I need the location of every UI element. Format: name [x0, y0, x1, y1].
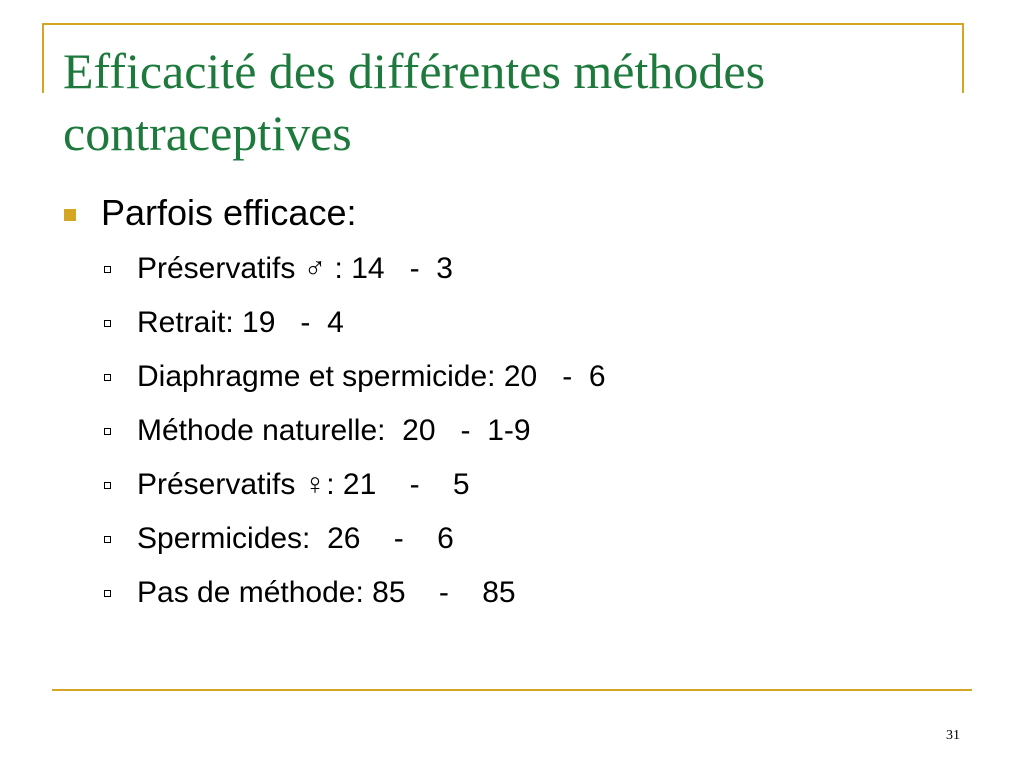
square-bullet-icon [64, 209, 76, 221]
list-item-text: Préservatifs ♂ : 14 - 3 [137, 252, 453, 285]
slide-content [0, 190, 1024, 620]
hollow-square-bullet-icon [104, 320, 111, 327]
slide-title: Efficacité des différentes méthodes contraceptives [63, 43, 766, 161]
list-item [0, 242, 1024, 296]
frame-top-rule [42, 23, 964, 25]
list-item [0, 404, 1024, 458]
list-item-text: Retrait: 19 - 4 [137, 306, 344, 339]
list-item [0, 458, 1024, 512]
hollow-square-bullet-icon [104, 428, 111, 435]
list-item-text: Spermicides: 26 - 6 [137, 522, 454, 555]
list-item-text: Méthode naturelle: 20 - 1-9 [137, 414, 531, 447]
list-item [0, 566, 1024, 620]
hollow-square-bullet-icon [104, 266, 111, 273]
list-item [0, 512, 1024, 566]
list-item [0, 296, 1024, 350]
page-number: 31 [946, 728, 960, 743]
list-item-text: Préservatifs ♀: 21 - 5 [137, 468, 470, 501]
list-item-text: Pas de méthode: 85 - 85 [137, 576, 516, 609]
list-item [0, 350, 1024, 404]
hollow-square-bullet-icon [104, 482, 111, 489]
heading-text: Parfois efficace: [101, 192, 357, 233]
hollow-square-bullet-icon [104, 590, 111, 597]
hollow-square-bullet-icon [104, 536, 111, 543]
hollow-square-bullet-icon [104, 374, 111, 381]
footer-rule [52, 689, 972, 691]
list-item-text: Diaphragme et spermicide: 20 - 6 [137, 360, 606, 393]
frame-left-rule [42, 23, 44, 93]
bullet-heading [0, 190, 1024, 242]
